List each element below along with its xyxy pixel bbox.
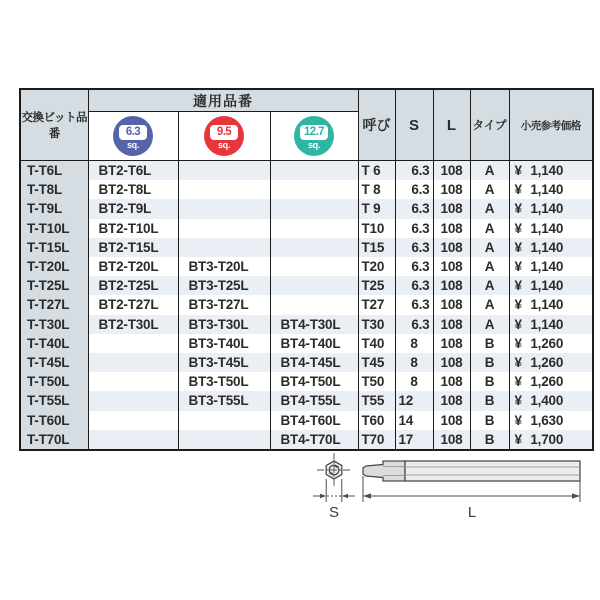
cell-l: 108 — [433, 411, 470, 430]
cell-price: ¥ 1,140 — [509, 276, 593, 295]
cell-bt3-part: BT3-T27L — [178, 295, 270, 314]
cell-exchange-bit: T-T40L — [20, 334, 88, 353]
cell-type: A — [470, 257, 509, 276]
cell-nominal: T50 — [358, 372, 395, 391]
dimension-diagram — [280, 446, 600, 546]
cell-type: B — [470, 353, 509, 372]
cell-bt2-part: BT2-T10L — [88, 219, 178, 238]
cell-nominal: T15 — [358, 238, 395, 257]
table-row — [20, 372, 593, 391]
table-header — [20, 89, 593, 161]
cell-s: 6.3 — [395, 219, 433, 238]
cell-exchange-bit: T-T25L — [20, 276, 88, 295]
cell-l: 108 — [433, 276, 470, 295]
cell-price: ¥ 1,260 — [509, 334, 593, 353]
cell-price: ¥ 1,260 — [509, 372, 593, 391]
badge-unit: sq. — [126, 139, 140, 150]
cell-price: ¥ 1,140 — [509, 219, 593, 238]
badge-unit: sq. — [307, 139, 321, 150]
cell-s: 6.3 — [395, 180, 433, 199]
cell-l: 108 — [433, 391, 470, 410]
table-row — [20, 353, 593, 372]
cell-l: 108 — [433, 161, 470, 181]
cell-l: 108 — [433, 430, 470, 450]
cell-bt2-part: BT2-T6L — [88, 161, 178, 181]
cell-s: 6.3 — [395, 295, 433, 314]
cell-s: 12 — [395, 391, 433, 410]
column-header-s: S — [395, 89, 433, 161]
cell-bt3-part: BT3-T45L — [178, 353, 270, 372]
cell-bt3-part: BT3-T55L — [178, 391, 270, 410]
cell-type: A — [470, 238, 509, 257]
cell-bt2-part: BT2-T15L — [88, 238, 178, 257]
cell-bt4-part: BT4-T30L — [270, 315, 358, 334]
table-row — [20, 199, 593, 218]
cell-exchange-bit: T-T10L — [20, 219, 88, 238]
cell-exchange-bit: T-T27L — [20, 295, 88, 314]
cell-s: 6.3 — [395, 161, 433, 181]
table-row — [20, 411, 593, 430]
cell-exchange-bit: T-T30L — [20, 315, 88, 334]
drive-size-cell-12.7sq — [270, 112, 358, 161]
cell-s: 6.3 — [395, 315, 433, 334]
cell-type: A — [470, 276, 509, 295]
table-row — [20, 257, 593, 276]
cell-nominal: T 6 — [358, 161, 395, 181]
column-header-nominal: 呼び — [358, 89, 395, 161]
cell-bt2-part: BT2-T27L — [88, 295, 178, 314]
cell-type: A — [470, 199, 509, 218]
cell-exchange-bit: T-T45L — [20, 353, 88, 372]
cell-s: 8 — [395, 334, 433, 353]
cell-nominal: T40 — [358, 334, 395, 353]
cell-bt4-part — [270, 295, 358, 314]
column-header-exchange-bit: 交換ビット品番 — [20, 89, 88, 161]
table-row — [20, 276, 593, 295]
table-row — [20, 161, 593, 181]
cell-l: 108 — [433, 295, 470, 314]
cell-nominal: T20 — [358, 257, 395, 276]
cell-bt4-part — [270, 276, 358, 295]
cell-exchange-bit: T-T15L — [20, 238, 88, 257]
cell-price: ¥ 1,140 — [509, 257, 593, 276]
cell-s: 8 — [395, 353, 433, 372]
cell-exchange-bit: T-T50L — [20, 372, 88, 391]
drive-badge-9.5sq-icon — [204, 116, 244, 156]
drive-badge-6.3sq-icon — [113, 116, 153, 156]
cell-exchange-bit: T-T60L — [20, 411, 88, 430]
table-row — [20, 391, 593, 410]
cell-bt3-part — [178, 238, 270, 257]
cell-nominal: T25 — [358, 276, 395, 295]
cell-bt3-part — [178, 219, 270, 238]
cell-l: 108 — [433, 353, 470, 372]
cell-exchange-bit: T-T70L — [20, 430, 88, 450]
cell-bt4-part — [270, 219, 358, 238]
badge-unit: sq. — [217, 139, 231, 150]
table-row — [20, 295, 593, 314]
cell-l: 108 — [433, 315, 470, 334]
cell-s: 17 — [395, 430, 433, 450]
cell-nominal: T70 — [358, 430, 395, 450]
cell-price: ¥ 1,140 — [509, 180, 593, 199]
cell-bt3-part: BT3-T20L — [178, 257, 270, 276]
cell-nominal: T27 — [358, 295, 395, 314]
cell-bt3-part — [178, 161, 270, 181]
cell-s: 6.3 — [395, 199, 433, 218]
cell-price: ¥ 1,140 — [509, 238, 593, 257]
cell-price: ¥ 1,700 — [509, 430, 593, 450]
cell-bt4-part — [270, 238, 358, 257]
cell-bt2-part — [88, 353, 178, 372]
cell-l: 108 — [433, 372, 470, 391]
bit-side-view-icon — [363, 461, 580, 481]
column-header-l: L — [433, 89, 470, 161]
cell-price: ¥ 1,400 — [509, 391, 593, 410]
cell-bt3-part — [178, 199, 270, 218]
table-body — [20, 161, 593, 451]
cell-exchange-bit: T-T20L — [20, 257, 88, 276]
table-row — [20, 238, 593, 257]
cell-bt2-part: BT2-T9L — [88, 199, 178, 218]
badge-size: 9.5 — [210, 125, 238, 140]
column-header-applicable: 適用品番 — [88, 89, 358, 112]
cell-s: 8 — [395, 372, 433, 391]
cell-bt4-part: BT4-T40L — [270, 334, 358, 353]
cell-price: ¥ 1,140 — [509, 315, 593, 334]
cell-type: B — [470, 430, 509, 450]
column-header-type: タイプ — [470, 89, 509, 161]
cell-nominal: T 9 — [358, 199, 395, 218]
cell-bt2-part: BT2-T8L — [88, 180, 178, 199]
cell-nominal: T 8 — [358, 180, 395, 199]
cell-bt2-part — [88, 391, 178, 410]
cell-s: 6.3 — [395, 276, 433, 295]
cell-exchange-bit: T-T6L — [20, 161, 88, 181]
cell-bt3-part: BT3-T25L — [178, 276, 270, 295]
bit-spec-table — [19, 88, 594, 451]
cell-bt4-part: BT4-T60L — [270, 411, 358, 430]
cell-price: ¥ 1,260 — [509, 353, 593, 372]
cell-type: A — [470, 180, 509, 199]
cell-l: 108 — [433, 257, 470, 276]
cell-nominal: T45 — [358, 353, 395, 372]
hex-centerlines — [317, 453, 351, 487]
cell-type: A — [470, 315, 509, 334]
cell-nominal: T30 — [358, 315, 395, 334]
cell-type: B — [470, 334, 509, 353]
cell-price: ¥ 1,140 — [509, 295, 593, 314]
table-row — [20, 219, 593, 238]
cell-bt4-part: BT4-T45L — [270, 353, 358, 372]
cell-s: 6.3 — [395, 238, 433, 257]
cell-exchange-bit: T-T55L — [20, 391, 88, 410]
cell-bt2-part — [88, 411, 178, 430]
cell-l: 108 — [433, 199, 470, 218]
cell-bt4-part — [270, 180, 358, 199]
cell-l: 108 — [433, 219, 470, 238]
cell-nominal: T10 — [358, 219, 395, 238]
s-dimension-label: S — [328, 504, 340, 521]
cell-bt3-part: BT3-T30L — [178, 315, 270, 334]
cell-bt4-part — [270, 199, 358, 218]
cell-bt2-part: BT2-T25L — [88, 276, 178, 295]
column-header-price: 小売参考価格 — [509, 89, 593, 161]
cell-price: ¥ 1,630 — [509, 411, 593, 430]
cell-l: 108 — [433, 334, 470, 353]
cell-bt3-part — [178, 411, 270, 430]
cell-bt4-part — [270, 161, 358, 181]
cell-l: 108 — [433, 180, 470, 199]
cell-bt2-part — [88, 334, 178, 353]
drive-badge-12.7sq-icon — [294, 116, 334, 156]
cell-s: 14 — [395, 411, 433, 430]
cell-bt2-part — [88, 372, 178, 391]
cell-s: 6.3 — [395, 257, 433, 276]
table-row — [20, 180, 593, 199]
table-row — [20, 315, 593, 334]
cell-bt4-part: BT4-T50L — [270, 372, 358, 391]
cell-exchange-bit: T-T8L — [20, 180, 88, 199]
cell-bt3-part: BT3-T40L — [178, 334, 270, 353]
cell-type: B — [470, 391, 509, 410]
cell-nominal: T55 — [358, 391, 395, 410]
cell-price: ¥ 1,140 — [509, 161, 593, 181]
cell-exchange-bit: T-T9L — [20, 199, 88, 218]
cell-bt3-part — [178, 180, 270, 199]
cell-type: B — [470, 411, 509, 430]
badge-size: 12.7 — [300, 125, 328, 140]
drive-size-cell-9.5sq — [178, 112, 270, 161]
drive-size-cell-6.3sq — [88, 112, 178, 161]
cell-bt4-part: BT4-T70L — [270, 430, 358, 450]
cell-nominal: T60 — [358, 411, 395, 430]
cell-bt2-part: BT2-T20L — [88, 257, 178, 276]
cell-bt3-part: BT3-T50L — [178, 372, 270, 391]
cell-bt3-part — [178, 430, 270, 450]
cell-bt2-part: BT2-T30L — [88, 315, 178, 334]
cell-bt4-part: BT4-T55L — [270, 391, 358, 410]
cell-type: A — [470, 295, 509, 314]
l-dimension-label: L — [467, 504, 477, 521]
table-row — [20, 334, 593, 353]
badge-size: 6.3 — [119, 125, 147, 140]
cell-type: A — [470, 161, 509, 181]
cell-l: 108 — [433, 238, 470, 257]
cell-price: ¥ 1,140 — [509, 199, 593, 218]
cell-type: A — [470, 219, 509, 238]
cell-type: B — [470, 372, 509, 391]
cell-bt4-part — [270, 257, 358, 276]
cell-bt2-part — [88, 430, 178, 450]
